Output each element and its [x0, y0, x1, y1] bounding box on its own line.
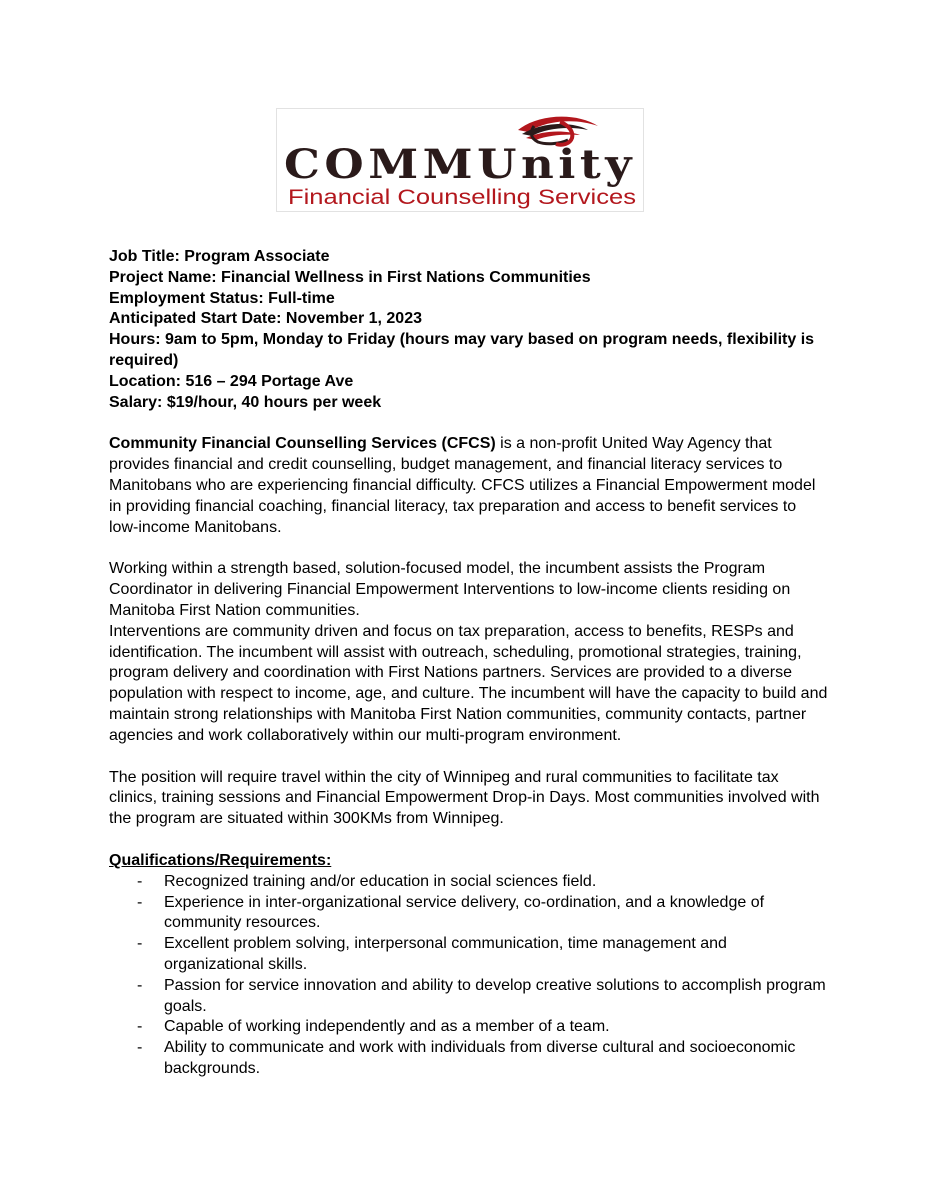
bullet-dash: -	[137, 1018, 143, 1036]
list-item-text: Excellent problem solving, interpersonal communication, time management and organizational skills.	[164, 935, 727, 973]
list-item-text: Ability to communicate and work with individuals from diverse cultural and socioeconomic backgrounds.	[164, 1039, 796, 1077]
role-paragraph-2: Interventions are community driven and focus on tax preparation, access to benefits, RESPs and identification. The incumbent will assist with outreach, scheduling, promotional strategies, training, program delivery and coordination with First Nations partners. Services are provided to a diverse population with respect to income, age, and culture. The incumbent will have the capacity to build and maintain strong relationships with Manitoba First Nation communities, community contacts, partner agencies and work collaboratively within our multi-program environment.	[109, 622, 828, 744]
logo-tagline: Financial Counselling Services	[288, 186, 636, 209]
list-item-text: Capable of working independently and as a member of a team.	[164, 1018, 610, 1036]
list-item	[109, 1038, 829, 1080]
role-paragraph-1: Working within a strength based, solution-focused model, the incumbent assists the Program Coordinator in delivering Financial Empowerment Interventions to low-income clients residing on Manitoba First Nation communities.	[109, 560, 791, 619]
job-title: Job Title: Program Associate	[109, 248, 330, 265]
bullet-dash: -	[137, 976, 143, 994]
qualifications-heading: Qualifications/Requirements:	[109, 851, 332, 869]
bullet-dash: -	[137, 872, 143, 890]
list-item	[109, 1017, 829, 1038]
list-item-text: Experience in inter-organizational service delivery, co-ordination, and a knowledge of community resources.	[164, 893, 765, 932]
bullet-dash: -	[137, 1039, 143, 1057]
cfcs-logo	[276, 108, 644, 212]
list-item-text: Recognized training and/or education in social sciences field.	[164, 872, 597, 890]
list-item	[109, 872, 829, 893]
list-item	[109, 893, 829, 935]
employment-status: Employment Status: Full-time	[109, 289, 335, 307]
qualifications-list	[109, 872, 829, 1080]
location: Location: 516 – 294 Portage Ave	[109, 372, 354, 390]
list-item	[109, 934, 829, 976]
salary: Salary: $19/hour, 40 hours per week	[109, 393, 382, 411]
hours: Hours: 9am to 5pm, Monday to Friday (hours may vary based on program needs, flexibility is required)	[109, 331, 815, 369]
organization-name: Community Financial Counselling Services (CFCS)	[109, 435, 496, 453]
job-posting-body	[109, 247, 829, 1080]
start-date: Anticipated Start Date: November 1, 2023	[109, 310, 422, 328]
travel-paragraph: The position will require travel within the city of Winnipeg and rural communities to facilitate tax clinics, training sessions and Financial Empowerment Drop-in Days. Most communities involved with the program are situated within 300KMs from Winnipeg.	[109, 768, 820, 828]
job-details	[109, 247, 829, 413]
logo-wordmark: COMMUnity	[284, 141, 636, 188]
bullet-dash: -	[137, 893, 143, 911]
list-item	[109, 976, 829, 1018]
about-paragraph	[109, 434, 829, 538]
about-text: is a non-profit United Way Agency that provides financial and credit counselling, budget management, and financial literacy services to Manitobans who are experiencing financial difficulty. CFCS utilizes a Financial Empowerment model in providing financial coaching, financial literacy, tax preparation and access to benefit services to low-income Manitobans.	[109, 435, 816, 536]
project-name: Project Name: Financial Wellness in First Nations Communities	[109, 268, 591, 286]
list-item-text: Passion for service innovation and ability to develop creative solutions to accomplish program goals.	[164, 976, 826, 1015]
bullet-dash: -	[137, 935, 143, 953]
